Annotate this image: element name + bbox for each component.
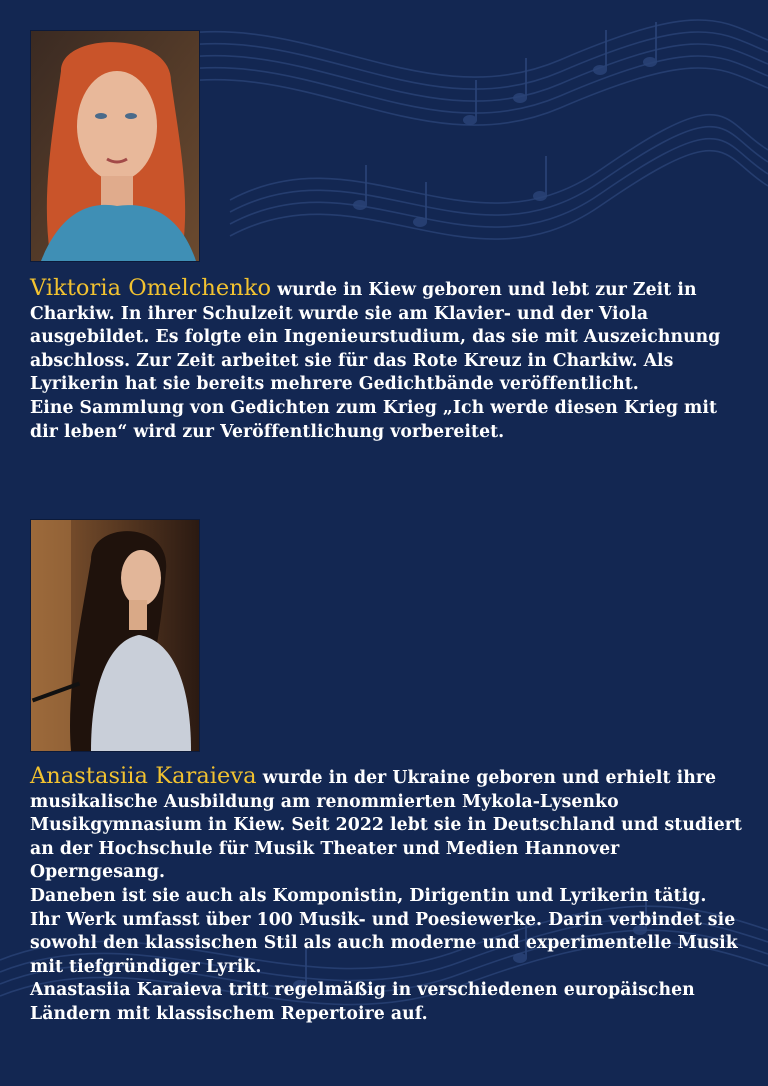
bio-line: Anastasiia Karaieva wurde in der Ukraine geboren und erhielt ihre bbox=[30, 763, 717, 789]
bio-viktoria-omelchenko bbox=[30, 277, 746, 444]
bio-line: dir leben“ wird zur Veröffentlichung vorbereitet. bbox=[30, 421, 505, 442]
bio-line: mit tiefgründiger Lyrik. bbox=[30, 956, 262, 977]
person-name: Anastasiia Karaieva bbox=[30, 763, 257, 789]
bio-line: Viktoria Omelchenko wurde in Kiew geboren und lebt zur Zeit in bbox=[30, 275, 697, 301]
bio-line: abschloss. Zur Zeit arbeitet sie für das Rote Kreuz in Charkiw. Als bbox=[30, 350, 674, 371]
bio-line: an der Hochschule für Musik Theater und Medien Hannover bbox=[30, 838, 620, 859]
bio-line: Eine Sammlung von Gedichten zum Krieg „Ich werde diesen Krieg mit bbox=[30, 397, 718, 418]
bio-line: Musikgymnasium in Kiew. Seit 2022 lebt sie in Deutschland und studiert bbox=[30, 815, 742, 836]
person-name: Viktoria Omelchenko bbox=[30, 275, 272, 301]
bio-anastasiia-karaieva bbox=[30, 765, 746, 1027]
bio-line: Operngesang. bbox=[30, 862, 166, 883]
bio-line: Ländern mit klassischem Repertoire auf. bbox=[30, 1003, 428, 1024]
portrait-viktoria-omelchenko bbox=[30, 30, 200, 262]
bio-line: musikalische Ausbildung am renommierten Mykola-Lysenko bbox=[30, 791, 619, 812]
bio-line: Charkiw. In ihrer Schulzeit wurde sie am Klavier- und der Viola bbox=[30, 303, 649, 324]
portrait-anastasiia-karaieva bbox=[30, 519, 200, 752]
bio-line: Daneben ist sie auch als Komponistin, Dirigentin und Lyrikerin tätig. bbox=[30, 885, 707, 906]
bio-line: Lyrikerin hat sie bereits mehrere Gedichtbände veröffentlicht. bbox=[30, 374, 639, 395]
bio-line: Anastasiia Karaieva tritt regelmäßig in verschiedenen europäischen bbox=[30, 980, 695, 1001]
bio-line: sowohl den klassischen Stil als auch moderne und experimentelle Musik bbox=[30, 933, 738, 954]
bio-line: Ihr Werk umfasst über 100 Musik- und Poesiewerke. Darin verbindet sie bbox=[30, 909, 736, 930]
bio-line: ausgebildet. Es folgte ein Ingenieurstudium, das sie mit Auszeichnung bbox=[30, 327, 721, 348]
